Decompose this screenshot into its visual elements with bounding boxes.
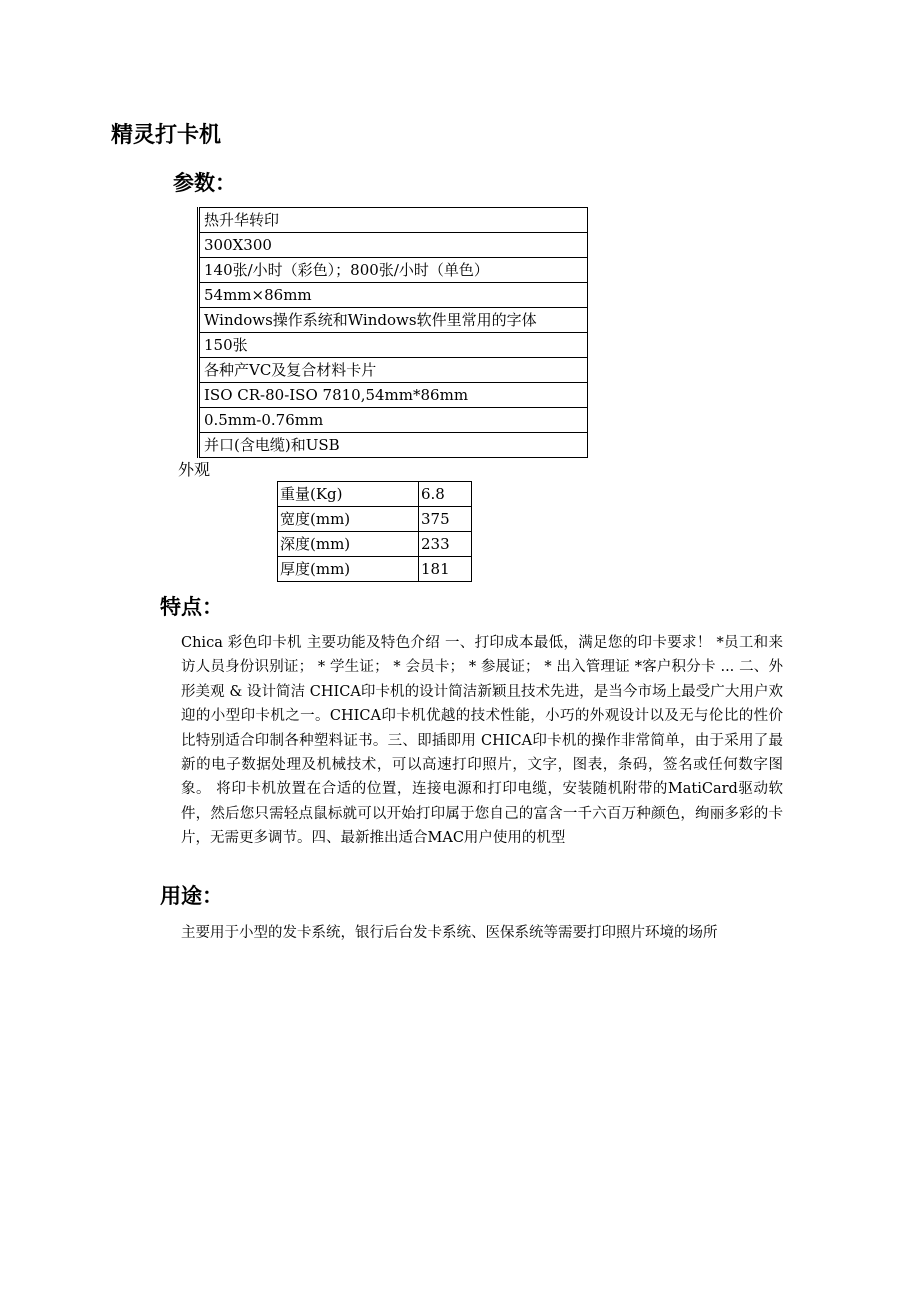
- table-row: [278, 557, 472, 582]
- table-row: [278, 507, 472, 532]
- table-cell-value: 6.8: [419, 482, 472, 507]
- table-row: [199, 233, 588, 258]
- table-cell-key: 厚度(mm): [278, 557, 419, 582]
- features-paragraph: Chica 彩色印卡机 主要功能及特色介绍 一、打印成本最低，满足您的印卡要求！ *员工和来访人员身份识别证； * 学生证； * 会员卡； * 参展证； * 出入管理证 *客户积分卡 ... 二、外形美观 & 设计简洁 CHICA印卡机的设计简洁新颖且技术先进，是当今市场上最受广大用户欢迎的小型印卡机之一。CHICA印卡机优越的技术性能，小巧的外观设计以及无与伦比的性价比特别适合印制各种塑料证书。三、即插即用 CHICA印卡机的操作非常简单，由于采用了最新的电子数据处理及机械技术，可以高速打印照片，文字，图表，条码，签名或任何数字图象。 将印卡机放置在合适的位置，连接电源和打印电缆，安装随机附带的MatiCard驱动软件，然后您只需轻点鼠标就可以开始打印属于您自己的富含一千六百万种颜色，绚丽多彩的卡片，无需更多调节。四、最新推出适合MAC用户使用的机型: [181, 635, 783, 847]
- appearance-label: 外观: [178, 460, 211, 479]
- table-row: [199, 283, 588, 308]
- table-row: [278, 482, 472, 507]
- table-cell: 0.5mm-0.76mm: [199, 408, 588, 433]
- table-cell: 并口(含电缆)和USB: [199, 433, 588, 458]
- params-table: [197, 207, 588, 458]
- table-cell-value: 375: [419, 507, 472, 532]
- table-row: [199, 433, 588, 458]
- table-row: [199, 408, 588, 433]
- table-cell: 150张: [199, 333, 588, 358]
- table-cell-key: 宽度(mm): [278, 507, 419, 532]
- usage-paragraph: 主要用于小型的发卡系统，银行后台发卡系统、医保系统等需要打印照片环境的场所: [181, 925, 718, 941]
- table-row: [199, 383, 588, 408]
- page-title: 精灵打卡机: [111, 123, 222, 148]
- table-row: [199, 258, 588, 283]
- table-row: [199, 208, 588, 233]
- table-cell-key: 重量(Kg): [278, 482, 419, 507]
- usage-heading: 用途：: [160, 884, 223, 908]
- table-cell: 各种产VC及复合材料卡片: [199, 358, 588, 383]
- table-cell-value: 181: [419, 557, 472, 582]
- table-cell: Windows操作系统和Windows软件里常用的字体: [199, 308, 588, 333]
- table-row: [199, 358, 588, 383]
- features-heading: 特点：: [160, 595, 223, 619]
- table-cell-key: 深度(mm): [278, 532, 419, 557]
- table-cell: 300X300: [199, 233, 588, 258]
- table-cell-value: 233: [419, 532, 472, 557]
- table-cell: 热升华转印: [199, 208, 588, 233]
- table-row: [278, 532, 472, 557]
- appearance-table: [277, 481, 472, 582]
- params-heading: 参数：: [173, 171, 236, 195]
- table-row: [199, 333, 588, 358]
- table-cell: 54mm×86mm: [199, 283, 588, 308]
- table-cell: ISO CR-80-ISO 7810,54mm*86mm: [199, 383, 588, 408]
- table-row: [199, 308, 588, 333]
- table-cell: 140张/小时（彩色）；800张/小时（单色）: [199, 258, 588, 283]
